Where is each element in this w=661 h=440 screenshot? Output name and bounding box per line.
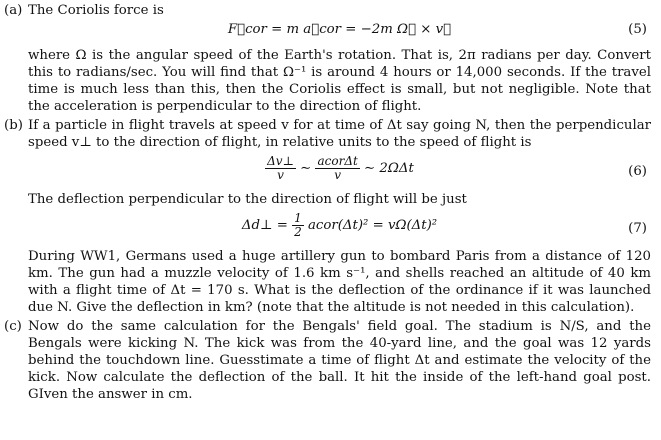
part-c-text: Now do the same calculation for the Bengals' field goal. The stadium is N/S, and the Bengals were kicking N. The kick was from the 40-yard line, and the goal was 12 yards behind the touchdown line. Guesstimate a time of flight Δt and estimate the velocity of the kick. Now calculate the deflection of the ball. It hit the inside of the left-hand goal post. GIven the answer in cm. [28,319,651,402]
part-b-mid: The deflection perpendicular to the direction of flight will be just [28,192,467,207]
eq7-left: Δd⊥ = [241,218,288,233]
equation-5-number: (5) [628,22,647,37]
part-a-intro: The Coriolis force is [28,3,164,18]
eq6-sim: ∼ [300,161,312,176]
eq6-frac2-denominator: v [334,168,342,182]
eq6-frac2-numerator: acorΔt [317,154,358,168]
part-c [0,318,661,403]
equation-6 [28,153,651,189]
equation-7-number: (7) [628,221,647,236]
part-b-intro: If a particle in flight travels at speed v for at time of Δt say going N, then the perpendicular speed v⊥ to the direction of flight, in relative units to the speed of flight is [28,118,651,150]
eq7-frac-numerator: 1 [294,211,302,225]
equation-7 [28,210,651,246]
equation-6-number: (6) [628,164,647,179]
eq6-rest: ∼ 2ΩΔt [364,161,414,176]
part-a [0,2,661,115]
eq6-frac1-numerator: Δv⊥ [267,154,294,168]
part-c-label: (c) [4,319,22,334]
eq6-fraction-1 [265,155,296,182]
eq7-rest: acor(Δt)² = vΩ(Δt)² [307,218,438,233]
equation-6-math [28,155,651,182]
equation-5-math: F⃗cor = m a⃗cor = −2m Ω⃗ × v⃗ [227,22,452,37]
equation-5 [28,21,651,45]
part-b [0,117,661,316]
part-b-text: During WW1, Germans used a huge artillery gun to bombard Paris from a distance of 120 km. The gun had a muzzle velocity of 1.6 km s⁻¹, and shells reached an altitude of 40 km with a flight time of Δt = 170 s. What is the deflection of the ordinance if it was launched due N. Give the deflection in km? (note that the altitude is not needed in this calculation). [28,249,651,315]
equation-7-math [28,212,651,239]
eq6-fraction-2 [315,155,359,182]
eq7-fraction [292,212,304,239]
eq7-frac-denominator: 2 [294,225,302,239]
part-a-label: (a) [4,3,23,18]
part-a-text: where Ω is the angular speed of the Earth's rotation. That is, 2π radians per day. Convert this to radians/sec. You will find that Ω⁻¹ is around 4 hours or 14,000 seconds. If the travel time is much less than this, then the Coriolis effect is small, but not negligible. Note that the acceleration is perpendicular to the direction of flight. [28,48,651,114]
part-b-label: (b) [4,118,23,133]
eq6-frac1-denominator: v [277,168,284,182]
